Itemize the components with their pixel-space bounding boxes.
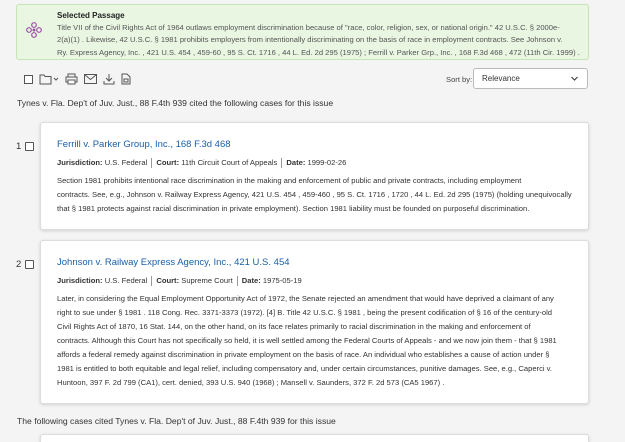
result-number: 2 (16, 259, 22, 270)
sort-select[interactable] (473, 68, 588, 89)
print-icon[interactable] (65, 73, 78, 85)
cited-cases-heading: Tynes v. Fla. Dep't of Juv. Just., 88 F.4th 939 cited the following cases for this issue (17, 98, 334, 108)
select-all-checkbox[interactable] (24, 75, 33, 84)
court-label: Court: (156, 276, 180, 285)
jurisdiction-label: Jurisdiction: (57, 276, 103, 285)
excerpt-line: Section 1981 prohibits intentional race discrimination in the making and enforcement of public and private contracts, including employment (57, 176, 522, 185)
result-card (40, 122, 589, 230)
result-card (40, 434, 589, 442)
sort-select-value: Relevance (482, 74, 520, 83)
court-value: Supreme Court (181, 276, 233, 285)
folder-icon[interactable] (39, 73, 59, 85)
email-icon[interactable] (84, 74, 97, 84)
download-icon[interactable] (103, 73, 115, 85)
meta-divider (237, 276, 238, 286)
excerpt-line: that § 1981 protects against racial discrimination in private employment). Section 1981 liability must be founded on purposeful discrimination. (57, 204, 530, 213)
case-meta (57, 276, 302, 286)
passage-line: Title VII of the Civil Rights Act of 1964 outlaws employment discrimination because of "race, color, religion, sex, or national origin." 42 U.S.C. § 2000e- (57, 23, 560, 32)
result-card (40, 240, 589, 404)
cited-by-heading: The following cases cited Tynes v. Fla. Dep't of Juv. Just., 88 F.4th 939 for this issue (17, 416, 336, 426)
excerpt-line: Civil Rights Act of 1870, 16 Stat. 144, on the other hand, on its face relates primarily to racial discrimination in the making and enforcement of (57, 322, 531, 331)
chevron-down-icon (570, 74, 579, 85)
meta-divider (151, 276, 152, 286)
court-value: 11th Circuit Court of Appeals (181, 158, 278, 167)
date-value: 1975-05-19 (262, 276, 302, 285)
case-title-link[interactable]: Johnson v. Railway Express Agency, Inc., 421 U.S. 454 (57, 257, 290, 268)
results-toolbar (24, 71, 137, 87)
excerpt-line: right to sue under § 1981 . 118 Cong. Rec. 3371-3373 (1972). [4] B. Title 42 U.S.C. § 1981 , being the present codification of § 16 of the century-old (57, 308, 553, 317)
excerpt-line: Huntoon, 397 F. 2d 799 (CA1), cert. denied, 393 U.S. 940 (1968) ; Mansell v. Saunders, 372 F. 2d 573 (CA5 1967) . (57, 378, 445, 387)
passage-title: Selected Passage (57, 11, 125, 20)
excerpt-line: affords a federal remedy against discrimination in private employment on the basis of race. An individual who establishes a cause of action under § (57, 350, 550, 359)
jurisdiction-value: U.S. Federal (104, 276, 148, 285)
court-label: Court: (156, 158, 180, 167)
date-label: Date: (286, 158, 306, 167)
result-checkbox[interactable] (25, 142, 34, 151)
jurisdiction-value: U.S. Federal (104, 158, 148, 167)
passage-text (57, 22, 585, 59)
result-number: 1 (16, 141, 22, 152)
case-excerpt (57, 174, 577, 216)
date-value: 1999-02-26 (307, 158, 347, 167)
passage-node-icon (25, 21, 43, 39)
excerpt-line: Later, in considering the Equal Employment Opportunity Act of 1972, the Senate rejected an amendment that would have deprived a claimant of any (57, 294, 554, 303)
case-meta (57, 158, 346, 168)
meta-divider (151, 158, 152, 168)
result-checkbox[interactable] (25, 260, 34, 269)
document-icon[interactable] (121, 73, 131, 85)
excerpt-line: contracts. Although this Court has not specifically so held, it is well settled among the Federal Courts of Appeals - and we now join them - that § 1981 (57, 336, 557, 345)
excerpt-line: 1981 is entitled to both equitable and legal relief, including compensatory and, under certain circumstances, punitive damages. See, e.g., Caperci v. (57, 364, 553, 373)
jurisdiction-label: Jurisdiction: (57, 158, 103, 167)
selected-passage (16, 4, 589, 60)
sort-by-label: Sort by: (446, 75, 473, 84)
case-excerpt (57, 292, 577, 390)
excerpt-line: contracts. See, e.g., Johnson v. Railway Express Agency, 421 U.S. 454 , 459-460 , 95 S. Ct. 1716 , 1720 , 44 L. Ed. 2d 295 (1975) (holding unequivocally (57, 190, 572, 199)
passage-line: Ry. Express Agency, Inc. , 421 U.S. 454 , 459-60 , 95 S. Ct. 1716 , 44 L. Ed. 2d 295 (1975) ; Ferrill v. Parker Grp., Inc. , 168 F.3d 468 , 472 (11th Cir. 1999) . (57, 47, 580, 57)
meta-divider (281, 158, 282, 168)
passage-line: 2(a)(1) . Likewise, 42 U.S.C. § 1981 prohibits employers from intentionally discriminating on the basis of race in employment contracts. See Johnson v. (57, 35, 563, 45)
case-title-link[interactable]: Ferrill v. Parker Group, Inc., 168 F.3d 468 (57, 139, 231, 150)
date-label: Date: (241, 276, 261, 285)
